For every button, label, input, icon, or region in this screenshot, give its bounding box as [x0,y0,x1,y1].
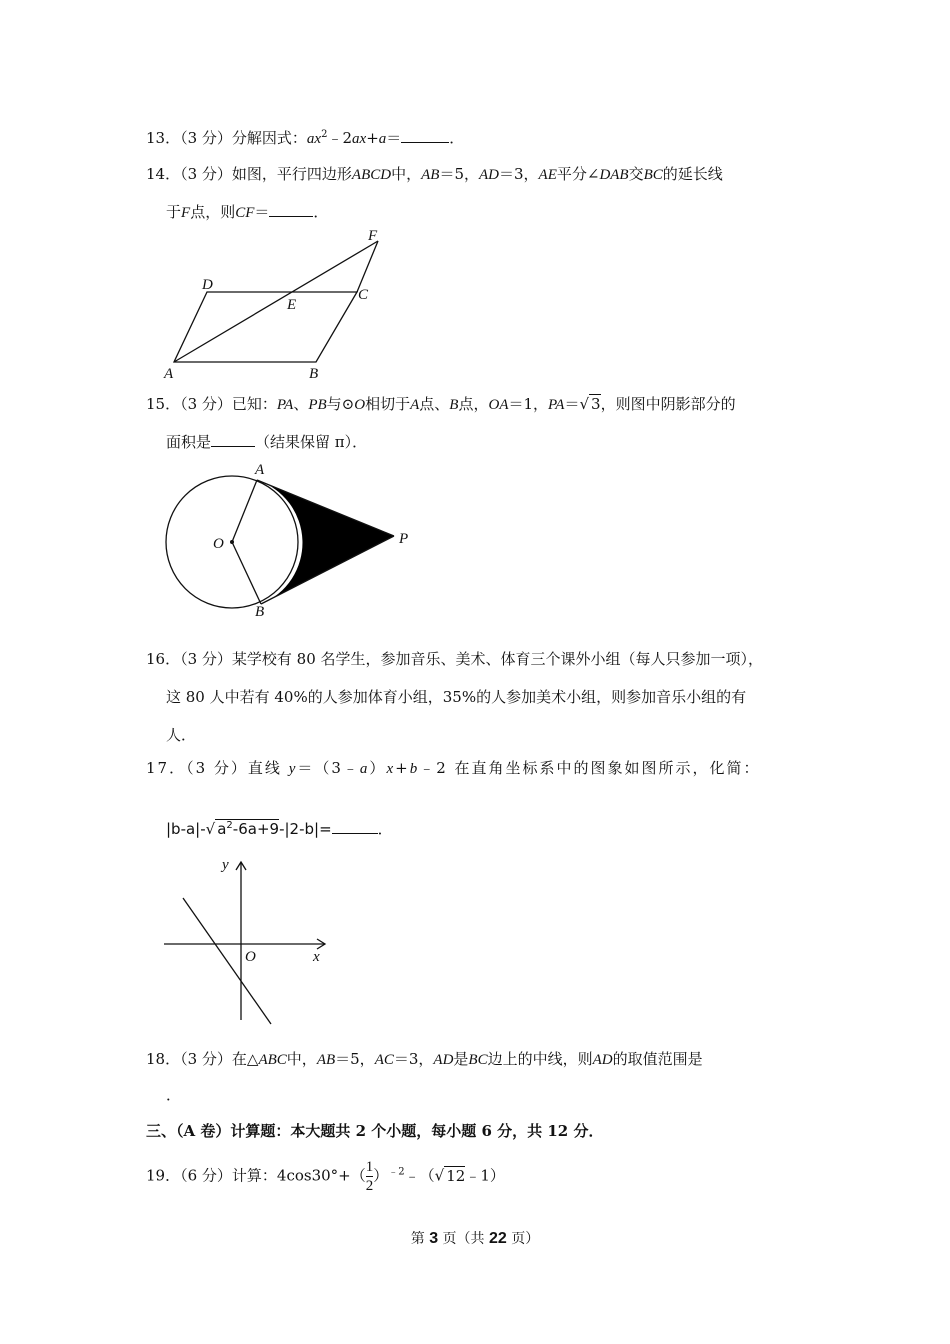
formula-part: |b-a|- [166,820,206,838]
q-number: 14． [146,165,181,183]
sqrt-sign: √ [579,395,590,413]
q-text: 面积是 [166,433,212,451]
footer-text: 页） [506,1231,540,1247]
section-title: 三、（A 卷）计算题：本大题共 2 个小题，每小题 6 分，共 12 分． [146,1122,604,1140]
math: ax [306,131,322,147]
math: AC [374,1052,394,1068]
sqrt-radicand: 12 [446,1166,466,1185]
label-b: B [309,366,319,382]
q-text: 交 [628,165,644,183]
formula-part: -|2-b| [279,820,320,838]
question-18-line2 [166,1084,181,1105]
q-text: 边上的中线，则 [487,1050,593,1068]
label-e: E [287,297,297,313]
question-19 [146,1158,505,1195]
label-p: P [399,531,409,547]
q-text: 在△ [231,1050,259,1068]
math: a [359,761,370,777]
math: a [378,131,387,147]
math: y [288,761,298,777]
q-text: 平分∠ [556,165,600,183]
q-text: ． [166,1086,182,1104]
q-text: 与⊙ [326,395,355,413]
math: AD [478,167,499,183]
math: AB [316,1052,336,1068]
label-f: F [368,228,378,244]
q-text: 于 [166,203,182,221]
q-number: 16． [146,650,181,668]
q-text: ＝3， [393,1050,434,1068]
footer-text: 第 [410,1231,430,1247]
math: A [410,397,420,413]
q-number: 15． [146,395,181,413]
q-text: 点， [458,395,489,413]
q-text: ． [449,129,465,147]
q-text: ＝ [564,395,580,413]
math-sup: ﹣2 [388,1166,405,1178]
q-score: （6 分） [180,1166,232,1185]
q-text: 点、 [419,395,450,413]
math: CF [235,205,255,221]
math: ax [352,131,367,147]
q-score: （3 分） [180,1050,232,1068]
question-18 [146,1048,703,1069]
q-number: 18． [146,1050,181,1068]
math: AE [538,167,557,183]
math: BC [643,167,663,183]
math: ＝ [386,129,402,147]
q-text: 的延长线 [662,165,723,183]
fraction-numerator: 1 [365,1159,374,1175]
q-text: 相切于 [365,395,411,413]
label-o: O [213,536,224,552]
q-number: 17． [146,759,187,777]
sqrt-sign: √ [205,820,216,838]
math: F [181,205,191,221]
math: O [354,397,366,413]
label-o: O [245,949,256,965]
label-y: y [222,857,229,873]
formula-part: a [217,820,227,838]
math: x [386,761,396,777]
page-footer [0,1228,950,1248]
math: AB [421,167,440,183]
q-text: 中， [391,165,422,183]
math: BC [468,1052,488,1068]
q-text: 是 [453,1050,469,1068]
q-text: ＝ [254,203,270,221]
q-number: 13． [146,129,181,147]
math: PA [276,397,294,413]
q-text: ﹣（ [404,1166,435,1185]
math-sup: 2 [321,129,328,140]
q-score: （3 分） [186,759,248,777]
math: ﹣2 [327,129,353,147]
q-text: 直线 [247,759,282,777]
math: DAB [599,167,629,183]
q-text: ） [373,1166,389,1185]
math: B [449,397,459,413]
q-number: 19． [146,1166,181,1185]
label-a: A [255,462,265,478]
q-score: （3 分） [180,165,232,183]
sqrt-radicand: 3 [591,395,601,413]
math: AD [433,1052,454,1068]
math: OA [488,397,509,413]
label-d: D [202,277,213,293]
footer-text: 页（共 [438,1231,489,1247]
sqrt-sign: √ [434,1166,445,1185]
label-b: B [255,604,265,620]
q-text: 点，则 [190,203,236,221]
q-text: 人． [166,726,197,744]
math: AD [592,1052,613,1068]
q-text: ＝1， [508,395,549,413]
fraction-denominator: 2 [365,1178,374,1194]
math: b [409,761,420,777]
q-text: 、 [293,395,309,413]
section-heading [146,1120,603,1141]
q-text: ＝3， [498,165,539,183]
q-text: ＝5， [335,1050,375,1068]
formula-sup: 2 [226,820,233,831]
q-text: 这 80 人中若有 40%的人参加体育小组，35%的人参加美术小组，则参加音乐小组的有 [166,688,747,706]
formula-part: -6a+9 [232,820,280,838]
math: ABC [258,1052,287,1068]
q-text: 中， [286,1050,317,1068]
q-text: 如图，平行四边形 [231,165,352,183]
q-score: （3 分） [180,650,232,668]
q-text: ＝5， [439,165,479,183]
math: ABCD [351,167,392,183]
q-text: ﹣1） [465,1166,505,1185]
formula-part: = [319,820,332,838]
q-text: + [395,759,410,777]
math: + [366,129,379,147]
q-text: ＝（3﹣ [297,759,360,777]
graph-line [183,898,271,1024]
page-total: 22 [489,1230,507,1247]
label-x: x [313,949,320,965]
q-text: ． [377,820,393,838]
q-text: ） [369,759,387,777]
page-number: 3 [429,1230,439,1247]
q-text: 计算：4cos30°+（ [231,1166,366,1185]
q-text: 的取值范围是 [612,1050,703,1068]
q-text: 已知： [231,395,277,413]
q-text: ． [313,203,329,221]
label-a: A [164,366,174,382]
label-c: C [358,287,369,303]
math: PA [548,397,565,413]
math: PB [308,397,327,413]
q-text: ，则图中阴影部分的 [600,395,736,413]
q-text: （结果保留 π）． [255,433,368,451]
q-text: ﹣2 在直角坐标系中的图象如图所示，化简： [419,759,761,777]
q-text: 分解因式： [231,129,307,147]
q-score: （3 分） [180,395,232,413]
q-score: （3 分） [180,129,232,147]
q-text: 某学校有 80 名学生，参加音乐、美术、体育三个课外小组（每人只参加一项）， [231,650,764,668]
